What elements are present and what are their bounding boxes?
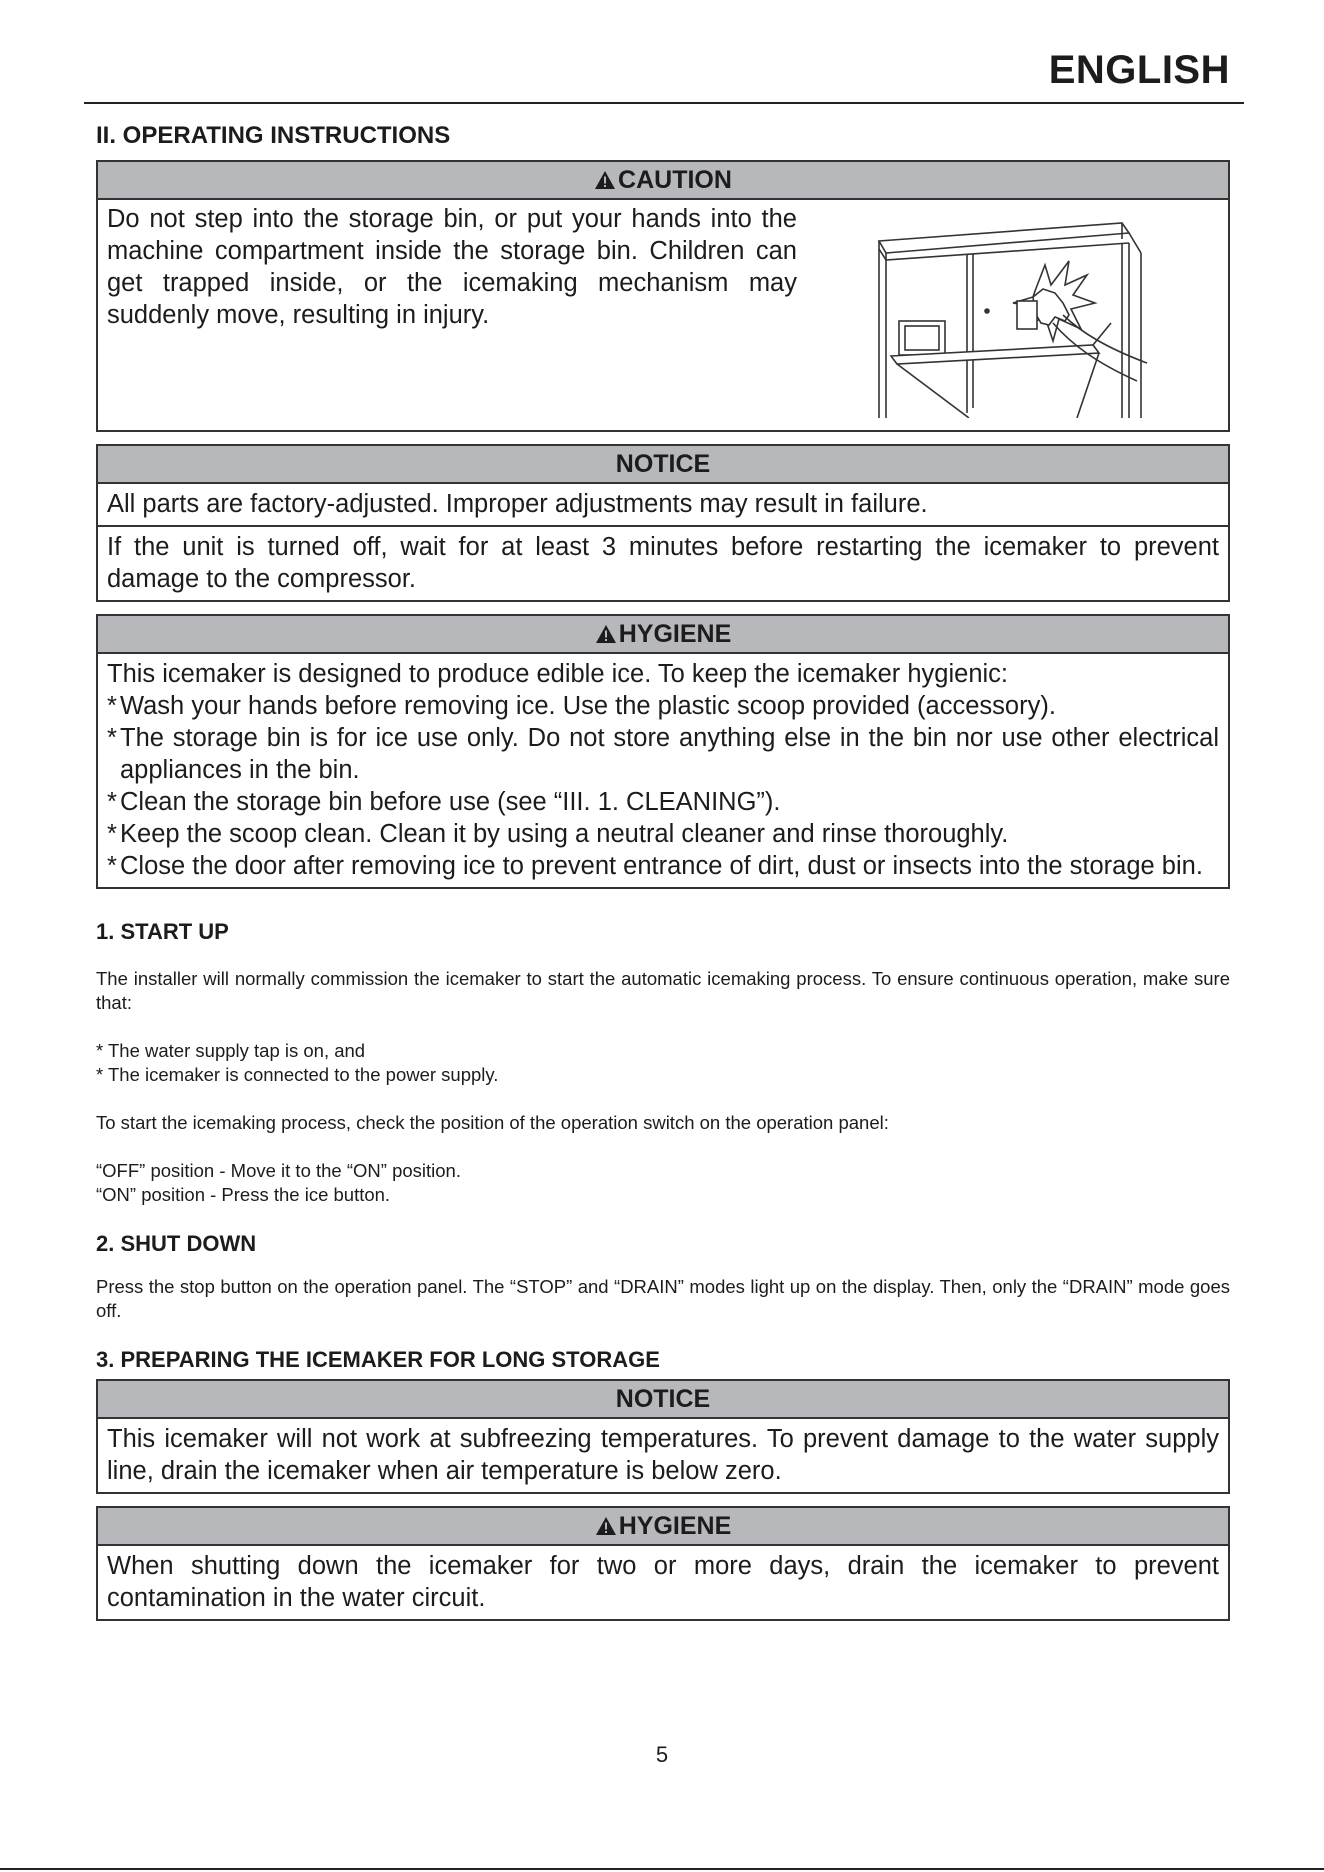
hygiene-header (98, 616, 1228, 654)
warning-icon (595, 1516, 617, 1536)
language-label: ENGLISH (1048, 48, 1230, 92)
hygiene-intro: This icemaker is designed to produce edible ice. To keep the icemaker hygienic: (107, 660, 1009, 688)
start-up-intro: The installer will normally commission the icemaker to start the automatic icemaking process. To ensure continuous operation, make sure that: (96, 968, 1230, 1013)
warning-icon (594, 170, 616, 190)
hygiene-bullet: * The storage bin is for ice use only. Do not store anything else in the bin nor use other electrical appliances in the bin. (107, 722, 1219, 786)
caution-box (96, 160, 1230, 432)
caution-header (98, 162, 1228, 200)
hand-in-bin-illustration (867, 213, 1167, 418)
page-number: 5 (655, 1742, 669, 1767)
shut-down-text: Press the stop button on the operation panel. The “STOP” and “DRAIN” modes light up on the display. Then, only the “DRAIN” mode goes off. (96, 1276, 1230, 1321)
notice-header: NOTICE (98, 1381, 1228, 1419)
hygiene-row: When shutting down the icemaker for two or more days, drain the icemaker to prevent contamination in the water circuit. (107, 1552, 1219, 1612)
caution-header-label: CAUTION (618, 166, 732, 194)
notice-row: This icemaker will not work at subfreezing temperatures. To prevent damage to the water supply line, drain the icemaker when air temperature is below zero. (107, 1425, 1219, 1485)
notice-row: All parts are factory-adjusted. Improper adjustments may result in failure. (107, 490, 928, 518)
shut-down-section (96, 1229, 1230, 1323)
start-up-check: * The icemaker is connected to the power supply. (96, 1064, 499, 1085)
caution-text: Do not step into the storage bin, or put your hands into the machine compartment inside the storage bin. Children can get trapped inside, or the icemaking mechanism may suddenly move, resulting in injury. (107, 205, 797, 329)
footer-rule (0, 1868, 1324, 1870)
hygiene-bullet: * Clean the storage bin before use (see “III. 1. CLEANING”). (107, 786, 1219, 818)
start-up-title: 1. START UP (96, 919, 229, 944)
hygiene-box (96, 1506, 1230, 1621)
notice-box (96, 444, 1230, 602)
hygiene-header-label: HYGIENE (618, 620, 732, 648)
long-storage-section (96, 1345, 1230, 1621)
hygiene-box (96, 614, 1230, 889)
hygiene-bullet-list (107, 690, 1219, 882)
notice-header: NOTICE (98, 446, 1228, 484)
hygiene-body (98, 654, 1228, 887)
caution-body (98, 200, 1228, 430)
start-up-position: “OFF” position - Move it to the “ON” position. (96, 1160, 461, 1181)
long-storage-title: 3. PREPARING THE ICEMAKER FOR LONG STORAGE (96, 1347, 660, 1372)
shut-down-title: 2. SHUT DOWN (96, 1231, 257, 1256)
notice-box (96, 1379, 1230, 1494)
hygiene-bullet: * Close the door after removing ice to prevent entrance of dirt, dust or insects into the storage bin. (107, 850, 1219, 882)
start-up-section (96, 917, 1230, 1207)
notice-row: If the unit is turned off, wait for at least 3 minutes before restarting the icemaker to prevent damage to the compressor. (98, 525, 1228, 600)
header-rule (84, 102, 1244, 104)
hygiene-header (98, 1508, 1228, 1546)
start-up-check: * The water supply tap is on, and (96, 1040, 366, 1061)
warning-icon (595, 624, 617, 644)
caution-illustration (806, 200, 1228, 430)
section-title: II. OPERATING INSTRUCTIONS (96, 122, 451, 149)
start-up-position: “ON” position - Press the ice button. (96, 1184, 391, 1205)
start-up-switch-text: To start the icemaking process, check the position of the operation switch on the operation panel: (96, 1112, 889, 1133)
hygiene-bullet: * Keep the scoop clean. Clean it by using a neutral cleaner and rinse thoroughly. (107, 818, 1219, 850)
page-content (96, 120, 1230, 1633)
hygiene-bullet: * Wash your hands before removing ice. Use the plastic scoop provided (accessory). (107, 690, 1219, 722)
hygiene-header-label: HYGIENE (618, 1512, 732, 1540)
